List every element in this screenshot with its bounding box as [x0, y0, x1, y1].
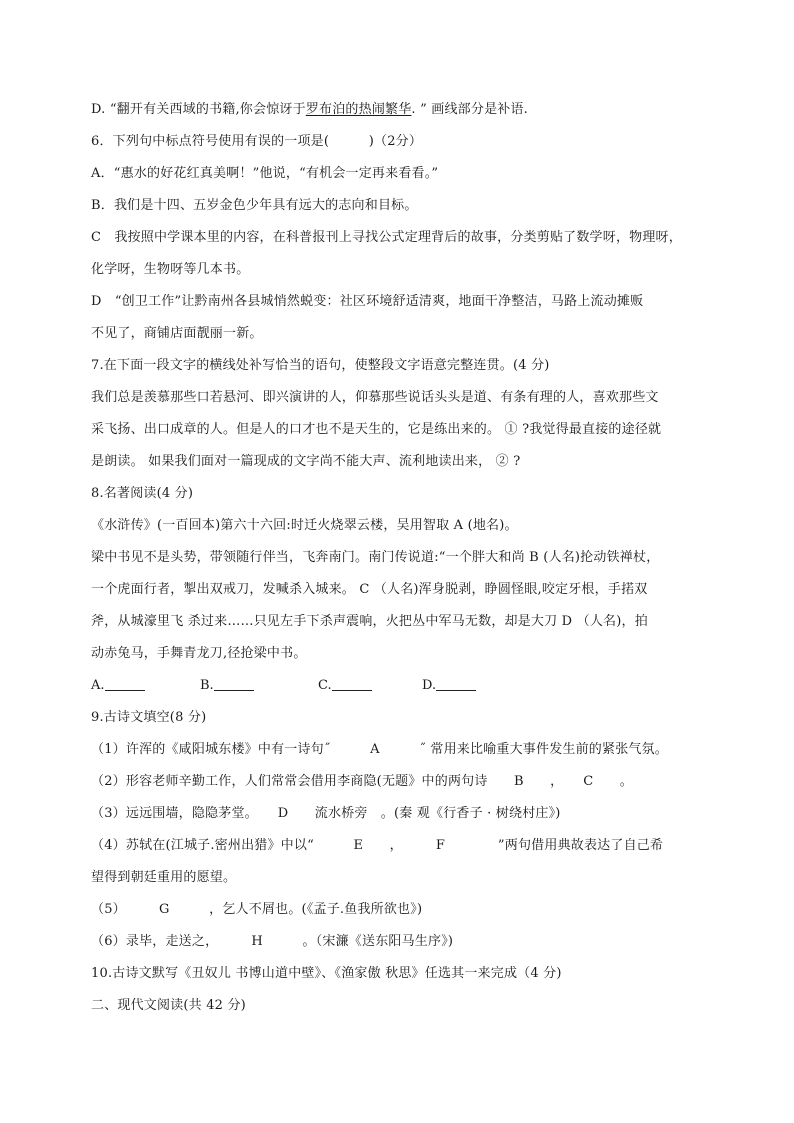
q9-item4-line1: （4）苏轼在(江城子.密州出猎》中以“ E ， F ”两句借用典故表达了自己希: [91, 838, 664, 853]
q8-answer-c-blank[interactable]: [332, 678, 372, 691]
q8-paragraph-line4: 斧，从城濠里飞 杀过来……只见左手下杀声震响，火把丛中军马无数，却是大刀 D （人名)，拍: [91, 614, 648, 629]
q7-paragraph-line2: 采飞扬、出口成章的人。但是人的口才也不是天生的，它是练出来的。 ① ?我觉得最直接的途径就: [91, 422, 662, 437]
q8-answer-b: [200, 678, 254, 694]
q8-paragraph-line5: 动赤兔马，手舞青龙刀,径抢梁中书。: [91, 646, 307, 661]
q8-answer-a-label: A.: [91, 678, 105, 693]
q9-item5: （5） G ，乞人不屑也。(《孟子.鱼我所欲也》): [91, 902, 423, 917]
q9-item4-line2: 望得到朝廷重用的愿望。: [91, 870, 237, 885]
q6-option-c-line1: C 我按照中学课本里的内容，在科普报刊上寻找公式定理背后的故事，分类剪贴了数学呀，物理呀，: [91, 230, 682, 245]
q8-paragraph-line1: 《水浒传》(一百回本)第六十六回:时迁火烧翠云楼，吴用智取 A (地名)。: [91, 518, 518, 533]
q6-stem: 6．下列句中标点符号使用有误的一项是( )（2分）: [91, 134, 423, 149]
q5-option-d: [91, 102, 734, 118]
q5d-text-post: . ” 画线部分是补语.: [411, 102, 528, 117]
q6-option-d-line1: D “创卫工作”让黔南州各县城悄然蜕变：社区环境舒适清爽，地面干净整洁，马路上流动摊贩: [91, 294, 644, 309]
q8-paragraph-line2: 梁中书见不是头势，带领随行伴当，飞奔南门。南门传说道:“一个胖大和尚 B (人名)抡动铁禅杖，: [91, 550, 660, 565]
q8-answer-d-label: D.: [422, 678, 437, 693]
q7-paragraph-line1: 我们总是羡慕那些口若悬河、即兴演讲的人，仰慕那些说话头头是道、有条有理的人，喜欢那些文: [91, 390, 659, 405]
q7-paragraph-line3: 是朗读。 如果我们面对一篇现成的文字尚不能大声、流利地读出来， ② ?: [91, 454, 521, 469]
q8-paragraph-line3: 一个虎面行者，掣出双戒刀，发喊杀入城来。 C （人名)浑身脱剥，睁圆怪眼,咬定牙根，手掿双: [91, 582, 648, 597]
q10-stem: 10.古诗文默写《丑奴儿 书博山道中壁》、《渔家傲 秋思》任选其一来完成（4 分): [91, 966, 562, 981]
q6-option-a: A．“惠水的好花红真美啊！”他说，“有机会一定再来看看。”: [91, 166, 439, 181]
q9-stem: 9.古诗文填空(8 分): [91, 710, 207, 725]
q8-answer-d-blank[interactable]: [436, 678, 476, 691]
q8-answer-b-blank[interactable]: [214, 678, 254, 691]
q8-stem: 8.名著阅读(4 分): [91, 486, 194, 501]
q8-answer-a-blank[interactable]: [105, 678, 145, 691]
section2-heading: 二、现代文阅读(共 42 分): [91, 998, 246, 1013]
q7-stem: 7.在下面一段文字的横线处补写恰当的语句，使整段文字语意完整连贯。(4 分): [91, 358, 550, 373]
q9-item3: （3）远远围墙，隐隐茅堂。 D 流水桥旁 。(秦 观《行香子 · 树绕村庄》): [91, 806, 561, 821]
q8-answer-b-label: B.: [200, 678, 214, 693]
q6-option-d-line2: 不见了，商铺店面靓丽一新。: [91, 326, 263, 341]
q6-option-c-line2: 化学呀，生物呀等几本书。: [91, 262, 250, 277]
q8-answer-c: [318, 678, 372, 694]
q6-option-b: B．我们是十四、五岁金色少年具有远大的志向和目标。: [91, 198, 418, 213]
q9-item1: （1）许浑的《咸阳城东楼》中有一诗句˝ A ˝ 常用来比喻重大事件发生前的紧张气氛。: [91, 742, 668, 757]
q5d-underlined-phrase: 罗布泊的热闹繁华: [305, 102, 412, 117]
q5d-text-pre: D. “翻开有关西域的书籍,你会惊讶于: [91, 102, 306, 117]
q8-answer-c-label: C.: [318, 678, 332, 693]
q9-item6: （6）录毕，走送之， H 。（宋濂《送东阳马生序》): [91, 934, 454, 949]
q8-answer-a: [91, 678, 145, 694]
q9-item2: （2）形容老师辛勤工作，人们常常会借用李商隐(无题》中的两句诗 B ， C 。: [91, 774, 633, 789]
q8-answer-d: [422, 678, 476, 694]
